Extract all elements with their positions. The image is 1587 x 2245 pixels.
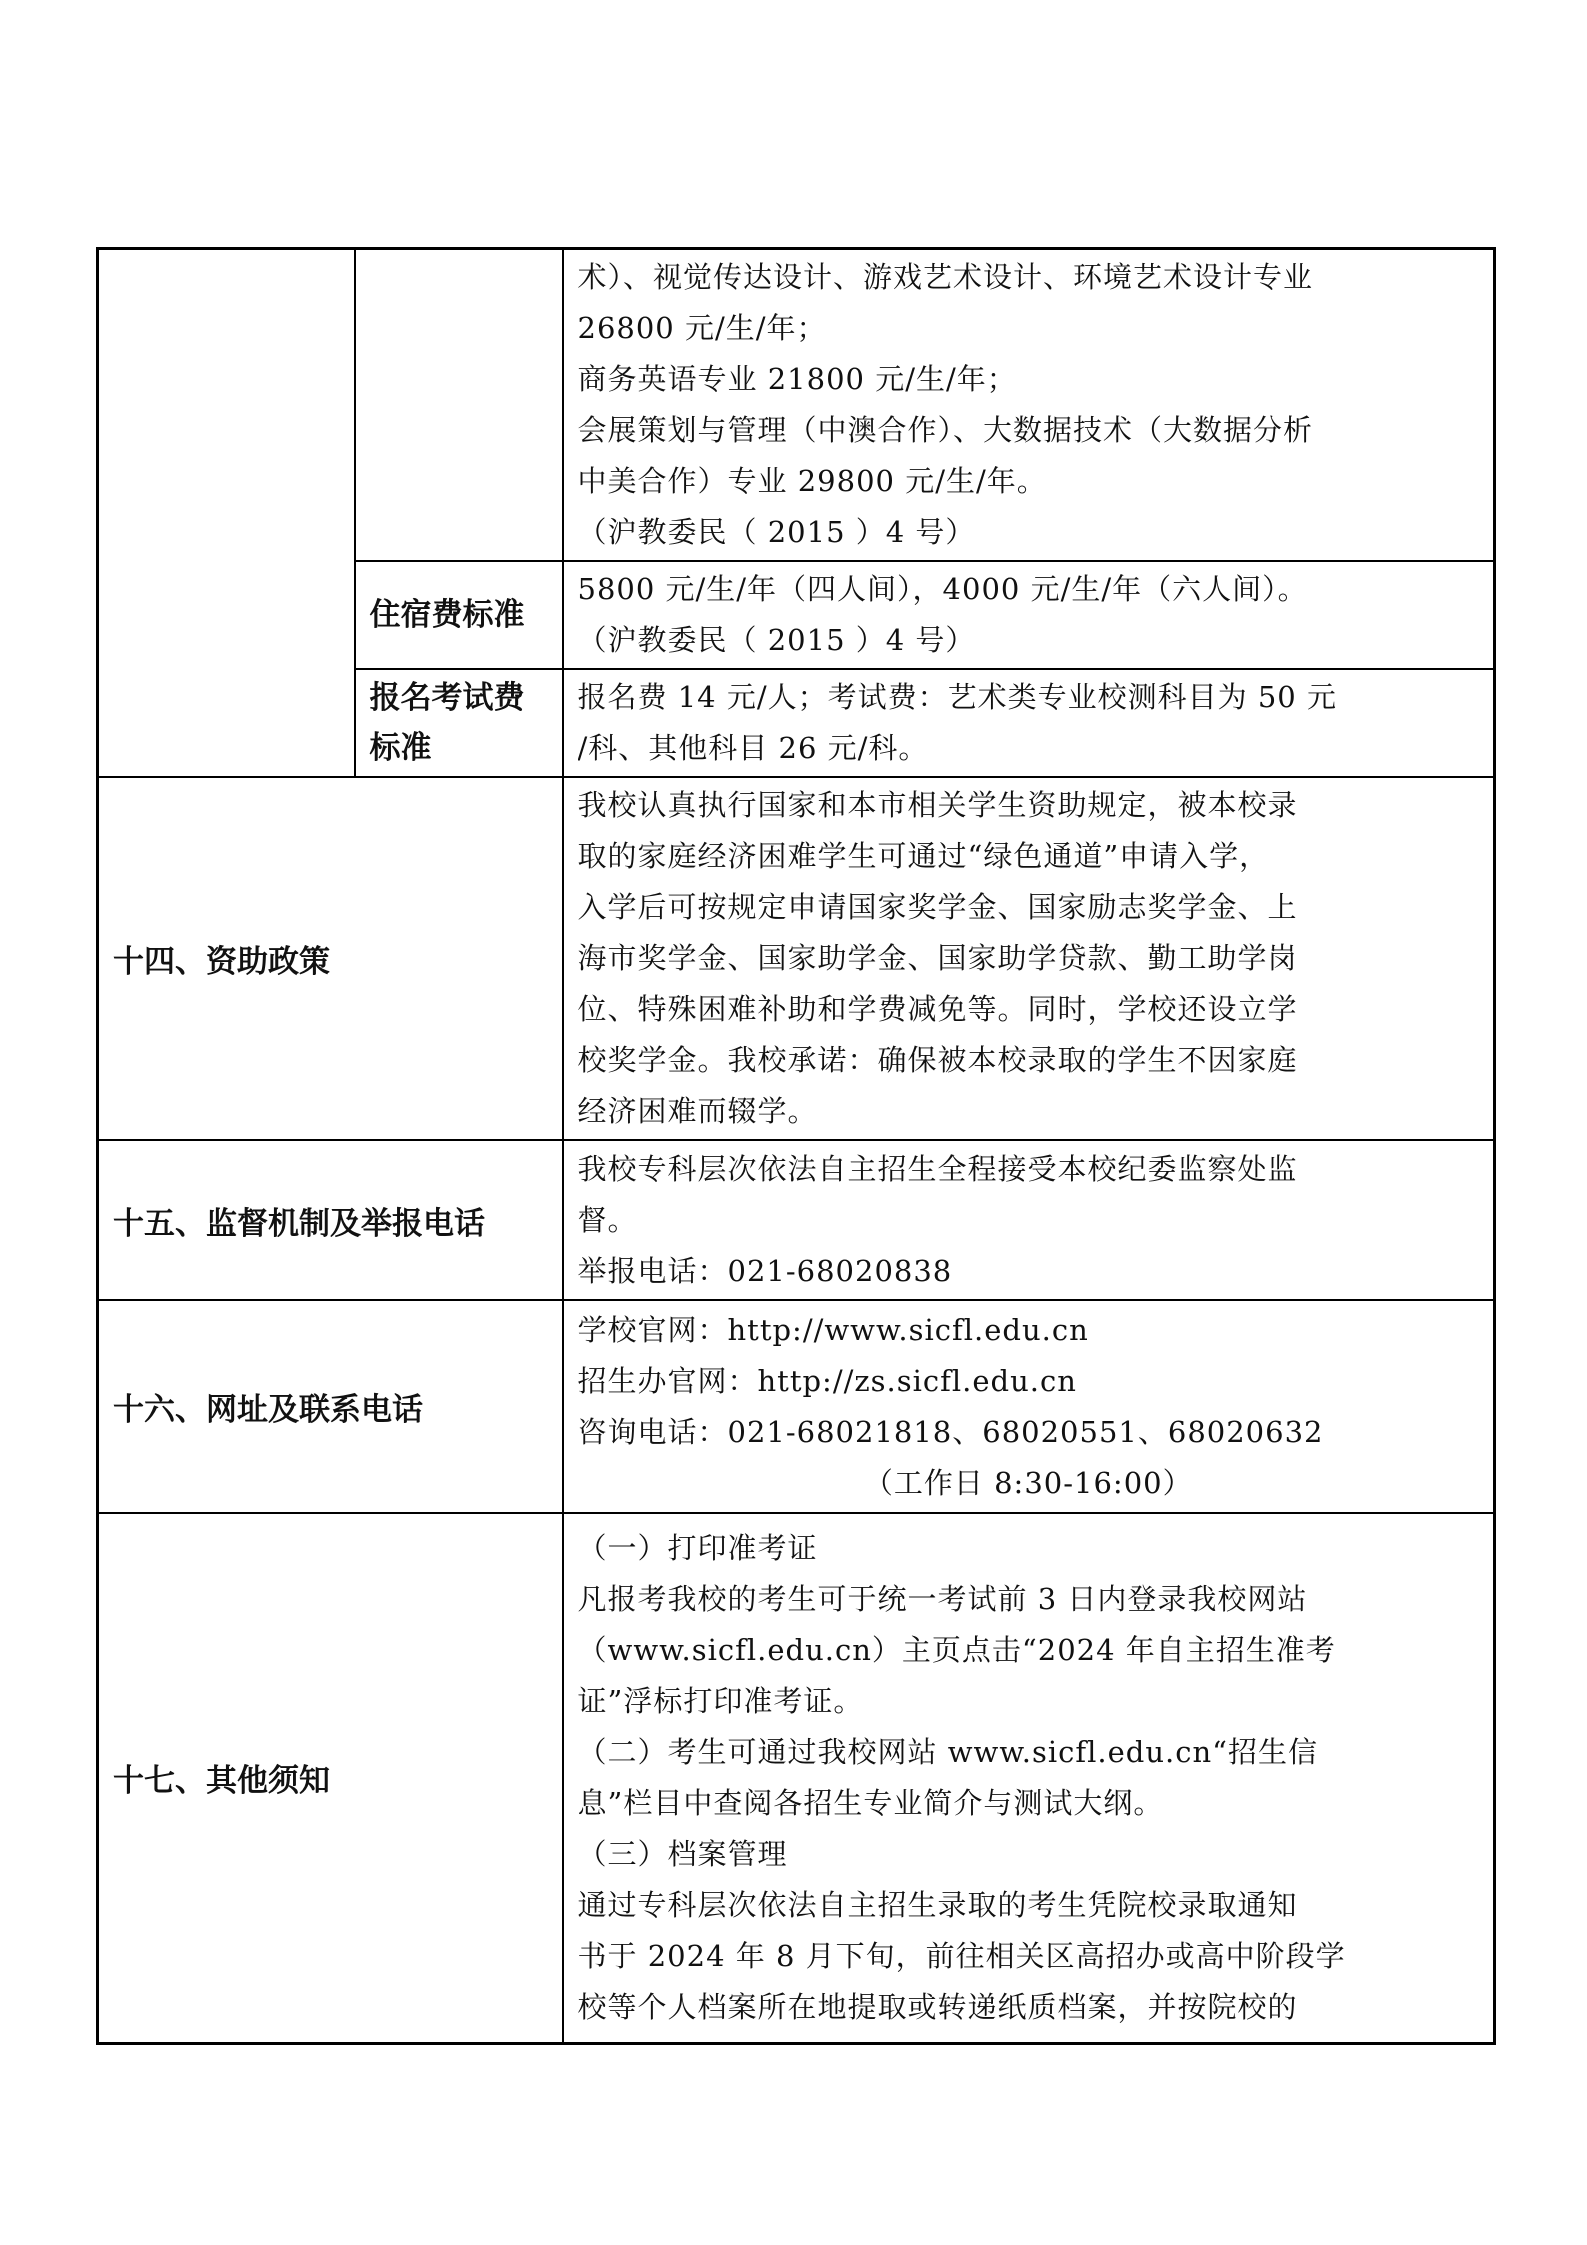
office-hours-line: （工作日 8:30-16:00） [863, 1465, 1193, 1500]
tuition-line: 会展策划与管理（中澳合作）、大数据技术（大数据分析 [577, 413, 1314, 447]
contact-content [563, 1300, 1495, 1513]
notice-line: 书于 2024 年 8 月下旬，前往相关区高招办或高中阶段学 [577, 1938, 1346, 1973]
lodging-line: （沪教委民（ 2015 ）4 号） [577, 623, 976, 657]
tuition-line: （沪教委民（ 2015 ）4 号） [577, 515, 976, 549]
aid-label: 十四、资助政策 [98, 777, 563, 1140]
notice-content [563, 1513, 1495, 2043]
contact-label: 十六、网址及联系电话 [98, 1300, 563, 1513]
exam-fee-line: 报名费 14 元/人；考试费：艺术类专业校测科目为 50 元 [577, 680, 1337, 714]
notice-line: 凡报考我校的考生可于统一考试前 3 日内登录我校网站 [577, 1581, 1308, 1616]
notice-line: （三）档案管理 [577, 1836, 788, 1871]
supervision-line: 举报电话：021-68020838 [577, 1253, 953, 1288]
aid-line: 取的家庭经济困难学生可通过“绿色通道”申请入学， [577, 839, 1270, 873]
aid-line: 位、特殊困难补助和学费减免等。同时，学校还设立学 [577, 992, 1298, 1026]
supervision-line: 督。 [577, 1202, 638, 1237]
aid-line: 校奖学金。我校承诺：确保被本校录取的学生不因家庭 [577, 1043, 1298, 1077]
notice-line: （一）打印准考证 [577, 1530, 818, 1565]
notice-line: 证”浮标打印准考证。 [577, 1683, 864, 1718]
notice-line: （www.sicfl.edu.cn）主页点击“2024 年自主招生准考 [577, 1632, 1336, 1667]
exam-fee-label-line: 标准 [369, 730, 432, 766]
contact-row [98, 1300, 1495, 1513]
fees-section-label-cell [98, 249, 355, 778]
notice-line: 通过专科层次依法自主招生录取的考生凭院校录取通知 [577, 1887, 1298, 1922]
notice-row [98, 1513, 1495, 2043]
notice-line: （二）考生可通过我校网站 www.sicfl.edu.cn“招生信 [577, 1734, 1318, 1769]
aid-line: 海市奖学金、国家助学金、国家助学贷款、勤工助学岗 [577, 941, 1298, 975]
lodging-label: 住宿费标准 [355, 561, 563, 669]
lodging-content [563, 561, 1495, 669]
tuition-line: 26800 元/生/年； [577, 311, 827, 345]
consult-phone-line: 咨询电话：021-68021818、68020551、68020632 [577, 1414, 1324, 1449]
notice-line: 息”栏目中查阅各招生专业简介与测试大纲。 [577, 1785, 1164, 1820]
aid-row [98, 777, 1495, 1140]
aid-line: 我校认真执行国家和本市相关学生资助规定，被本校录 [577, 788, 1298, 822]
exam-fee-line: /科、其他科目 26 元/科。 [577, 731, 929, 765]
aid-content [563, 777, 1495, 1140]
tuition-content [563, 249, 1495, 562]
supervision-row [98, 1140, 1495, 1300]
tuition-line: 中美合作）专业 29800 元/生/年。 [577, 464, 1047, 498]
exam-fee-label-line: 报名考试费 [369, 680, 525, 716]
exam-fee-label [355, 669, 563, 777]
supervision-content [563, 1140, 1495, 1300]
admissions-website-line: 招生办官网：http://zs.sicfl.edu.cn [577, 1363, 1077, 1398]
supervision-label: 十五、监督机制及举报电话 [98, 1140, 563, 1300]
tuition-sublabel-cell [355, 249, 563, 562]
tuition-line: 商务英语专业 21800 元/生/年； [577, 362, 1017, 396]
tuition-row [98, 249, 1495, 562]
notice-label: 十七、其他须知 [98, 1513, 563, 2043]
aid-line: 入学后可按规定申请国家奖学金、国家励志奖学金、上 [577, 890, 1298, 924]
admission-info-table [96, 247, 1496, 2045]
exam-fee-content [563, 669, 1495, 777]
school-website-line: 学校官网：http://www.sicfl.edu.cn [577, 1312, 1089, 1347]
supervision-line: 我校专科层次依法自主招生全程接受本校纪委监察处监 [577, 1151, 1298, 1186]
notice-line: 校等个人档案所在地提取或转递纸质档案，并按院校的 [577, 1989, 1298, 2024]
tuition-line: 术）、视觉传达设计、游戏艺术设计、环境艺术设计专业 [577, 260, 1314, 294]
lodging-line: 5800 元/生/年（四人间），4000 元/生/年（六人间）。 [577, 572, 1308, 606]
aid-line: 经济困难而辍学。 [577, 1094, 818, 1128]
